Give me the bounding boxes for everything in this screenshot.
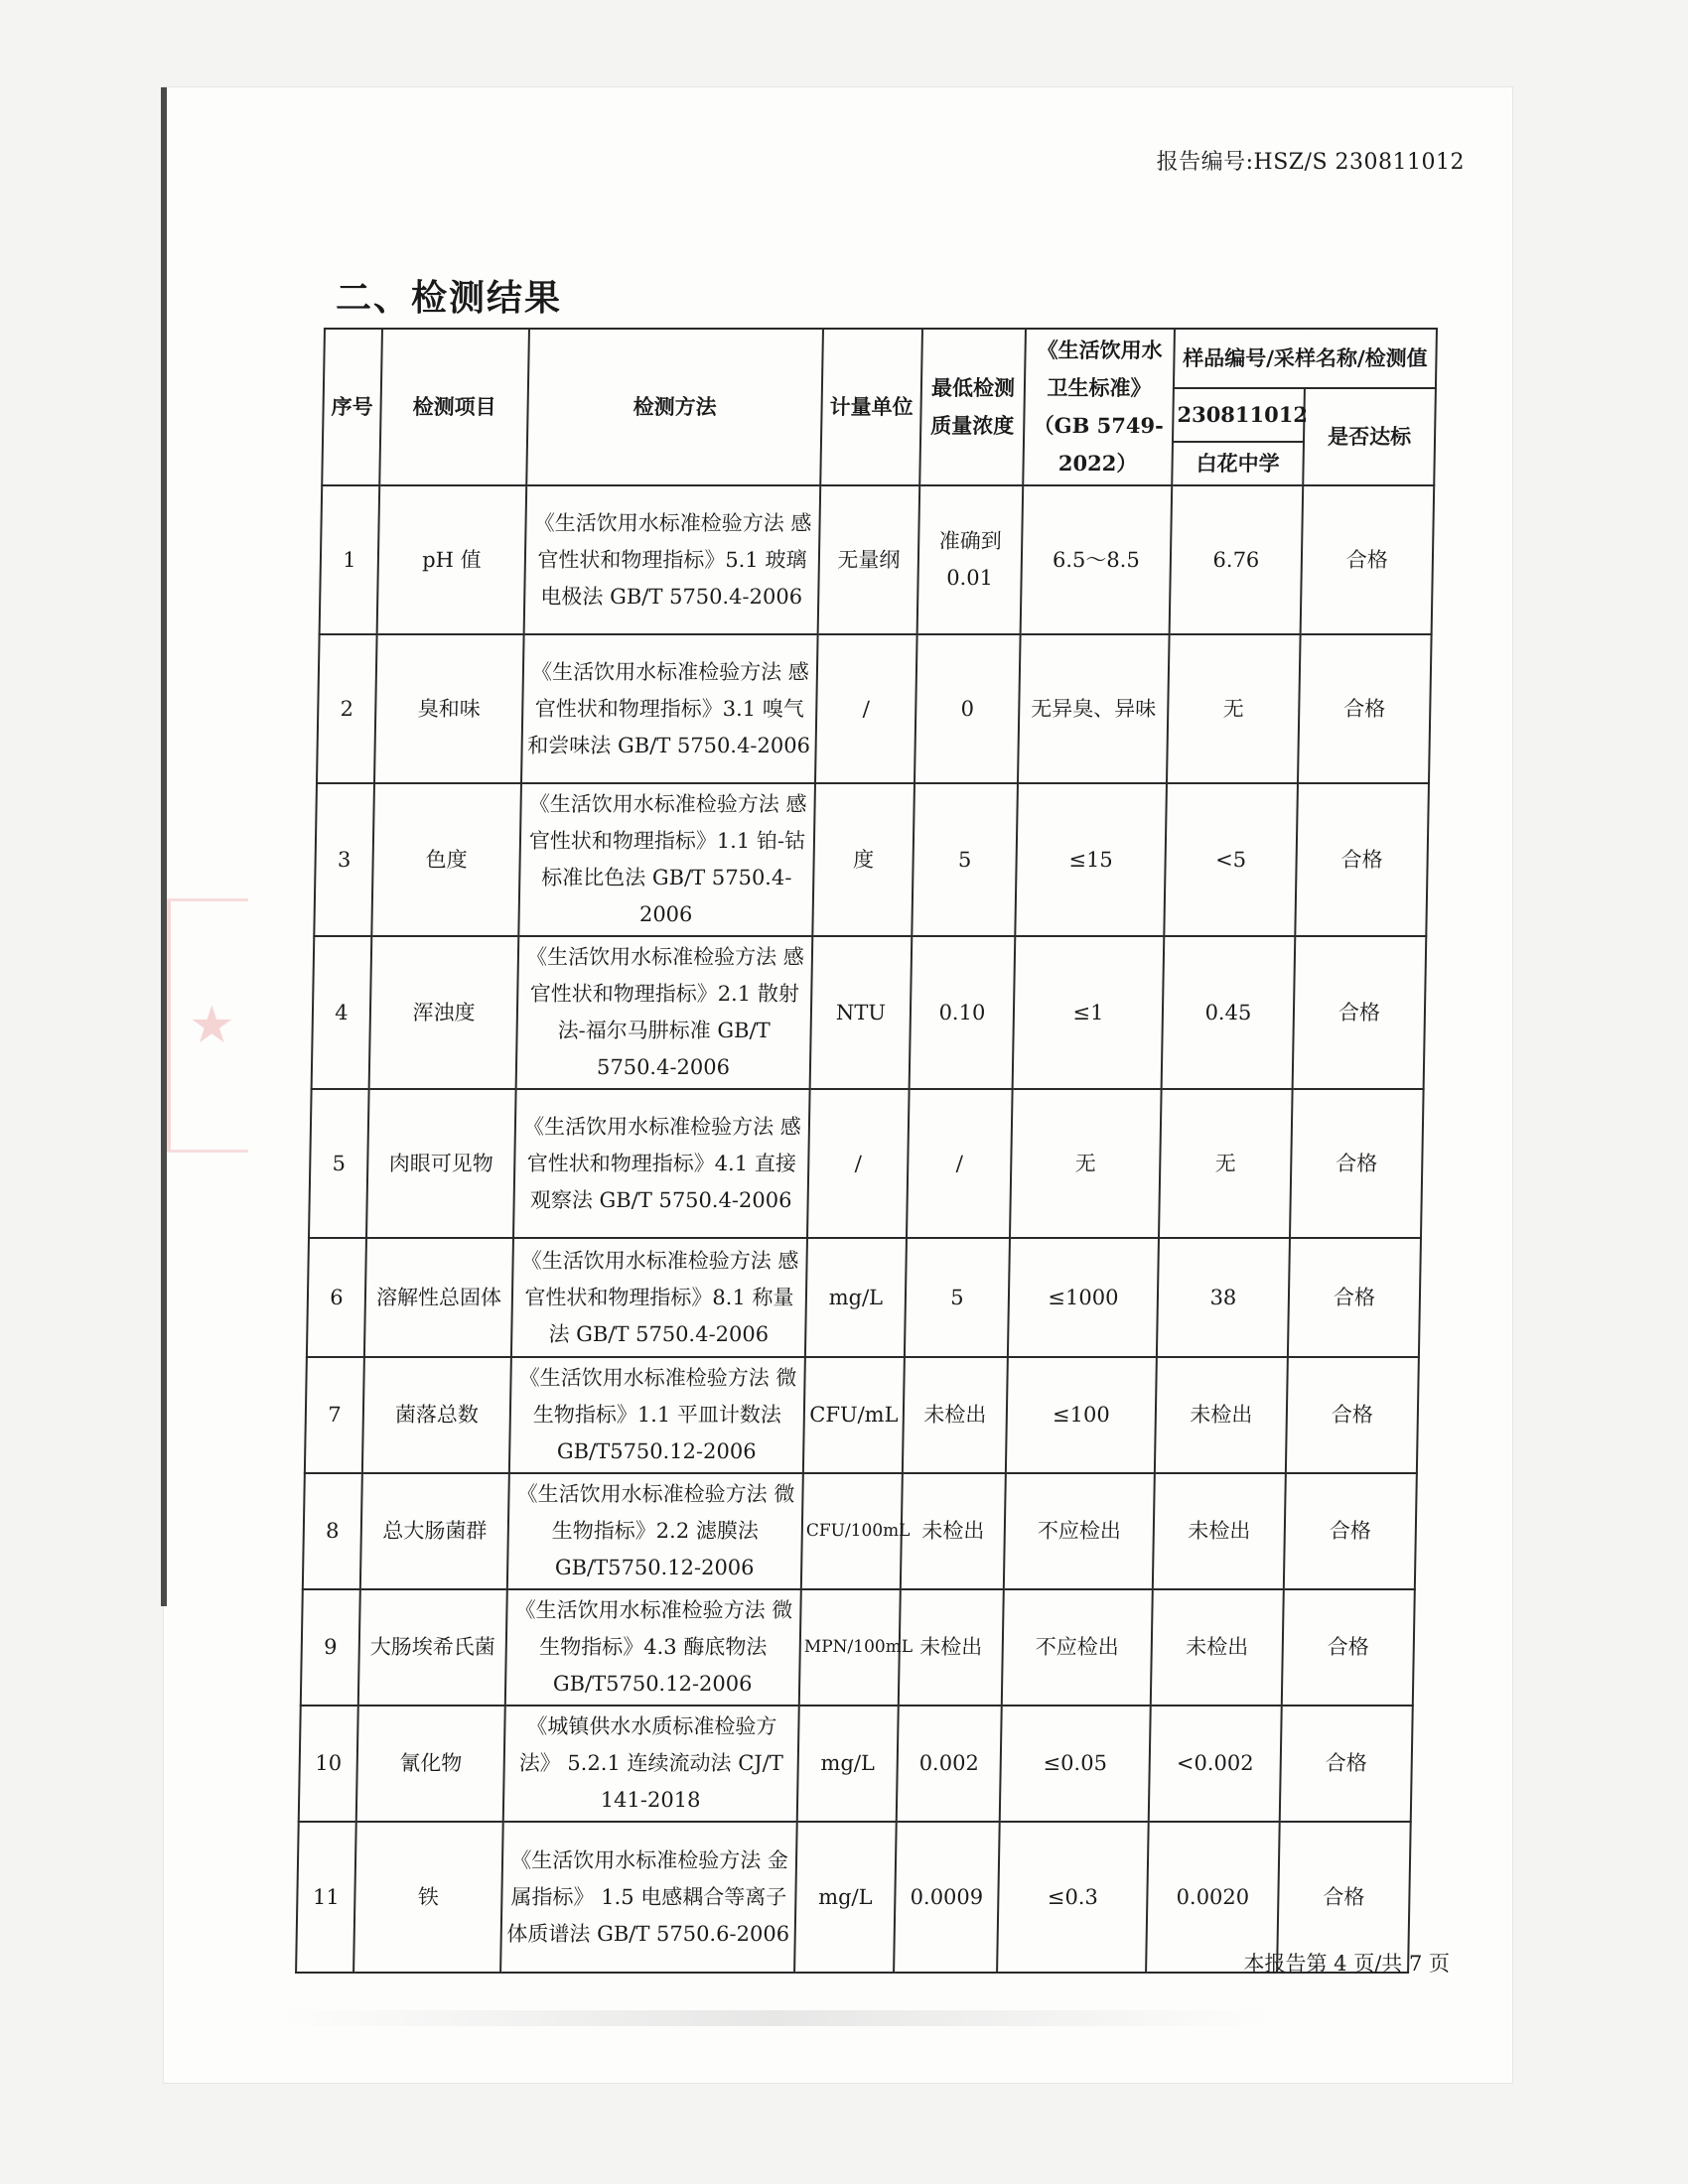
cell-item: 氰化物 bbox=[356, 1706, 505, 1822]
cell-unit: 无量纲 bbox=[818, 485, 920, 634]
header-sample-group: 样品编号/采样名称/检测值 bbox=[1174, 329, 1437, 388]
cell-method: 《生活饮用水标准检验方法 感官性状和物理指标》3.1 嗅气和尝味法 GB/T 5750.4-2006 bbox=[521, 634, 818, 783]
cell-result: 合格 bbox=[1284, 1473, 1417, 1589]
table-row bbox=[317, 634, 1432, 783]
cell-item: 色度 bbox=[371, 783, 521, 936]
cell-result: 合格 bbox=[1286, 1357, 1419, 1473]
cell-lod: 0.0009 bbox=[894, 1822, 1000, 1973]
cell-lod: 5 bbox=[912, 783, 1018, 936]
section-title: 二、检测结果 bbox=[336, 277, 563, 319]
cell-value: <5 bbox=[1164, 783, 1298, 936]
cell-standard: ≤0.3 bbox=[997, 1822, 1149, 1973]
cell-standard: ≤100 bbox=[1006, 1357, 1157, 1473]
cell-seq: 1 bbox=[320, 485, 380, 634]
cell-value: <0.002 bbox=[1149, 1706, 1282, 1822]
cell-value: 0.0020 bbox=[1146, 1822, 1280, 1973]
cell-standard: 不应检出 bbox=[1002, 1589, 1153, 1706]
results-table-container bbox=[296, 328, 1436, 1946]
cell-value: 0.45 bbox=[1162, 936, 1296, 1089]
results-table bbox=[295, 328, 1438, 1974]
cell-value: 无 bbox=[1167, 634, 1301, 783]
cell-standard: 不应检出 bbox=[1004, 1473, 1155, 1589]
cell-item: 铁 bbox=[353, 1822, 503, 1973]
report-number: 报告编号:HSZ/S 230811012 bbox=[1156, 150, 1465, 175]
cell-unit: NTU bbox=[810, 936, 913, 1089]
cell-item: 大肠埃希氏菌 bbox=[358, 1589, 507, 1706]
table-row bbox=[303, 1473, 1417, 1589]
cell-value: 6.76 bbox=[1170, 485, 1304, 634]
cell-result: 合格 bbox=[1293, 936, 1427, 1089]
cell-standard: ≤1000 bbox=[1008, 1238, 1159, 1357]
cell-seq: 9 bbox=[301, 1589, 360, 1706]
cell-lod: 0.002 bbox=[897, 1706, 1002, 1822]
header-sample-no: 230811012 bbox=[1173, 388, 1305, 442]
cell-seq: 5 bbox=[309, 1089, 369, 1238]
cell-unit: mg/L bbox=[794, 1822, 897, 1973]
cell-item: 总大肠菌群 bbox=[360, 1473, 509, 1589]
page-footer: 本报告第 4 页/共 7 页 bbox=[1243, 1952, 1450, 1976]
cell-unit: CFU/mL bbox=[803, 1357, 905, 1473]
header-item: 检测项目 bbox=[379, 329, 529, 485]
cell-unit: 度 bbox=[812, 783, 914, 936]
table-row bbox=[309, 1089, 1424, 1238]
cell-result: 合格 bbox=[1301, 485, 1435, 634]
cell-standard: 无异臭、异味 bbox=[1018, 634, 1170, 783]
cell-method: 《生活饮用水标准检验方法 感官性状和物理指标》5.1 玻璃电极法 GB/T 5750.4-2006 bbox=[524, 485, 821, 634]
cell-standard: ≤0.05 bbox=[1000, 1706, 1151, 1822]
cell-standard: 6.5～8.5 bbox=[1021, 485, 1173, 634]
header-seq: 序号 bbox=[322, 329, 382, 485]
cell-seq: 2 bbox=[317, 634, 377, 783]
cell-method: 《生活饮用水标准检验方法 微生物指标》4.3 酶底物法 GB/T5750.12-2006 bbox=[505, 1589, 801, 1706]
header-sample-name: 白花中学 bbox=[1172, 442, 1304, 485]
binding-edge bbox=[161, 87, 167, 1606]
cell-item: 菌落总数 bbox=[362, 1357, 511, 1473]
cell-seq: 3 bbox=[314, 783, 374, 936]
star-icon: ★ bbox=[189, 996, 235, 1055]
cell-result: 合格 bbox=[1280, 1706, 1413, 1822]
header-standard: 《生活饮用水卫生标准》（GB 5749-2022） bbox=[1023, 329, 1175, 485]
cell-item: 臭和味 bbox=[374, 634, 524, 783]
cell-unit: mg/L bbox=[797, 1706, 899, 1822]
cell-result: 合格 bbox=[1277, 1822, 1411, 1973]
cell-lod: 未检出 bbox=[899, 1589, 1004, 1706]
cell-unit: / bbox=[815, 634, 917, 783]
header-unit: 计量单位 bbox=[820, 329, 922, 485]
cell-method: 《生活饮用水标准检验方法 微生物指标》2.2 滤膜法 GB/T5750.12-2006 bbox=[507, 1473, 803, 1589]
cell-lod: 准确到 0.01 bbox=[917, 485, 1024, 634]
cell-seq: 11 bbox=[296, 1822, 356, 1973]
header-method: 检测方法 bbox=[526, 329, 823, 485]
cell-seq: 6 bbox=[307, 1238, 366, 1357]
table-row bbox=[301, 1589, 1415, 1706]
cell-method: 《生活饮用水标准检验方法 感官性状和物理指标》1.1 铂-钴标准比色法 GB/T 5750.4-2006 bbox=[518, 783, 815, 936]
cell-lod: 未检出 bbox=[903, 1357, 1008, 1473]
cell-unit: mg/L bbox=[805, 1238, 907, 1357]
table-row bbox=[312, 936, 1427, 1089]
cell-value: 38 bbox=[1157, 1238, 1290, 1357]
cell-result: 合格 bbox=[1282, 1589, 1415, 1706]
header-compliance: 是否达标 bbox=[1303, 388, 1436, 485]
cell-method: 《城镇供水水质标准检验方法》 5.2.1 连续流动法 CJ/T 141-2018 bbox=[503, 1706, 799, 1822]
cell-unit: MPN/100mL bbox=[799, 1589, 901, 1706]
cell-lod: 0.10 bbox=[910, 936, 1016, 1089]
cell-result: 合格 bbox=[1290, 1089, 1424, 1238]
cell-value: 未检出 bbox=[1155, 1357, 1288, 1473]
scan-smudge bbox=[278, 2010, 1271, 2026]
cell-value: 未检出 bbox=[1151, 1589, 1284, 1706]
cell-value: 无 bbox=[1159, 1089, 1293, 1238]
table-row bbox=[320, 485, 1435, 634]
cell-result: 合格 bbox=[1295, 783, 1429, 936]
cell-seq: 7 bbox=[305, 1357, 364, 1473]
table-row bbox=[305, 1357, 1419, 1473]
cell-seq: 8 bbox=[303, 1473, 362, 1589]
cell-item: pH 值 bbox=[377, 485, 527, 634]
cell-lod: / bbox=[907, 1089, 1013, 1238]
cell-method: 《生活饮用水标准检验方法 感官性状和物理指标》8.1 称量法 GB/T 5750.4-2006 bbox=[511, 1238, 807, 1357]
cell-unit: CFU/100mL bbox=[801, 1473, 903, 1589]
table-row bbox=[307, 1238, 1421, 1357]
red-seal-stamp bbox=[167, 898, 248, 1153]
cell-method: 《生活饮用水标准检验方法 感官性状和物理指标》4.1 直接观察法 GB/T 5750.4-2006 bbox=[513, 1089, 810, 1238]
cell-item: 溶解性总固体 bbox=[364, 1238, 513, 1357]
cell-lod: 未检出 bbox=[901, 1473, 1006, 1589]
cell-unit: / bbox=[807, 1089, 910, 1238]
cell-standard: ≤1 bbox=[1013, 936, 1165, 1089]
cell-method: 《生活饮用水标准检验方法 金属指标》 1.5 电感耦合等离子体质谱法 GB/T 5750.6-2006 bbox=[500, 1822, 797, 1973]
cell-seq: 4 bbox=[312, 936, 372, 1089]
table-row bbox=[314, 783, 1429, 936]
header-lod: 最低检测质量浓度 bbox=[919, 329, 1026, 485]
cell-result: 合格 bbox=[1288, 1238, 1421, 1357]
cell-item: 肉眼可见物 bbox=[366, 1089, 516, 1238]
cell-standard: ≤15 bbox=[1015, 783, 1167, 936]
cell-method: 《生活饮用水标准检验方法 感官性状和物理指标》2.1 散射法-福尔马肼标准 GB/T 5750.4-2006 bbox=[516, 936, 813, 1089]
cell-seq: 10 bbox=[299, 1706, 358, 1822]
table-row bbox=[299, 1706, 1413, 1822]
cell-result: 合格 bbox=[1298, 634, 1432, 783]
cell-value: 未检出 bbox=[1153, 1473, 1286, 1589]
cell-standard: 无 bbox=[1010, 1089, 1162, 1238]
cell-method: 《生活饮用水标准检验方法 微生物指标》1.1 平皿计数法 GB/T5750.12-2006 bbox=[509, 1357, 805, 1473]
cell-item: 浑浊度 bbox=[369, 936, 519, 1089]
cell-lod: 5 bbox=[905, 1238, 1010, 1357]
cell-lod: 0 bbox=[914, 634, 1021, 783]
